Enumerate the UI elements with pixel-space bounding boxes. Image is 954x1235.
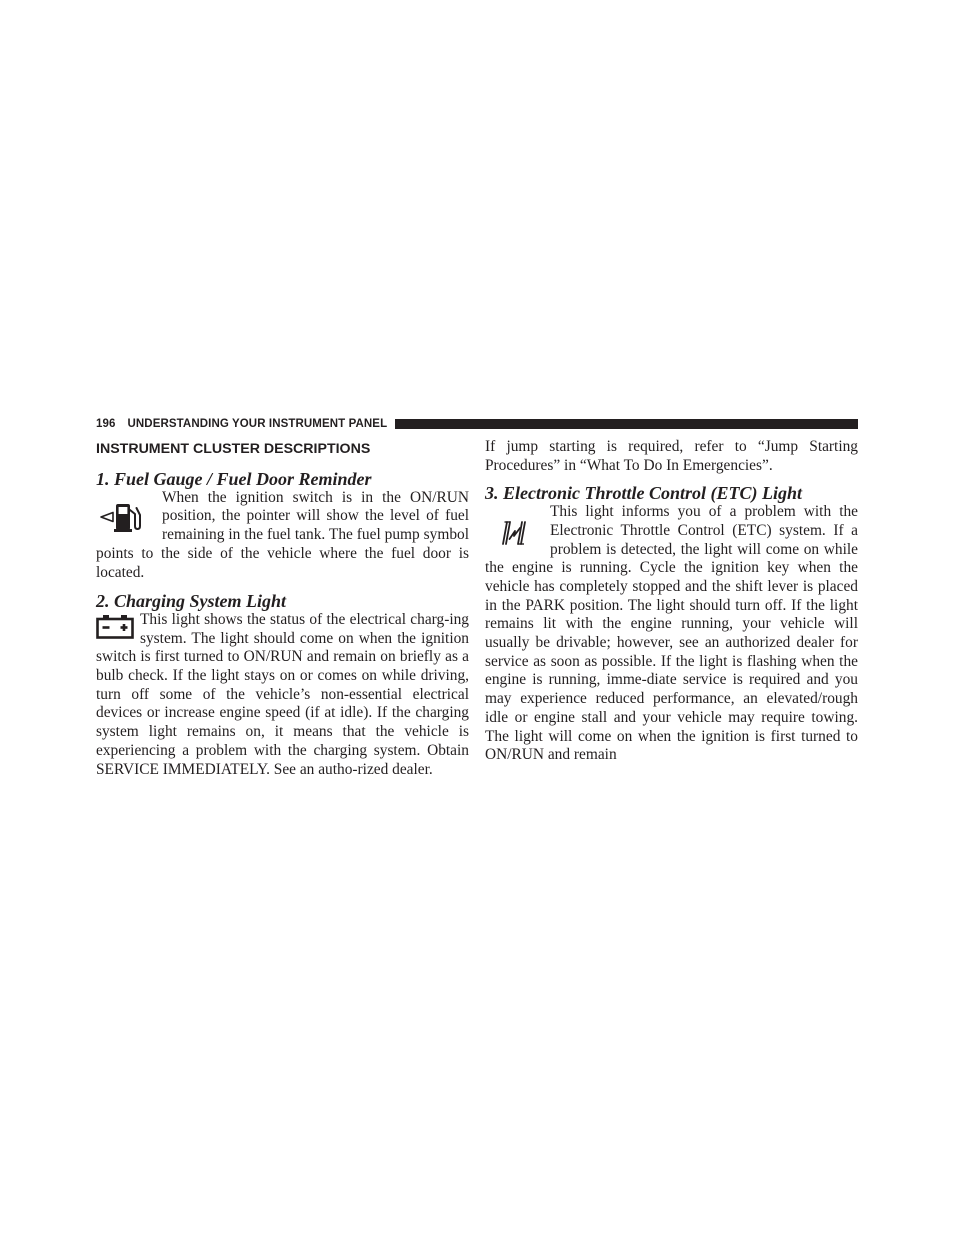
etc-heading: 3. Electronic Throttle Control (ETC) Light: [485, 483, 803, 504]
etc-text: This light informs you of a problem with the Electronic Throttle Control (ETC) system. If a problem is detected, the light will come on while the engine is running. Cycle the ignition key when the vehicle has completely stopped and the shift lever is placed in the PARK position. The light should turn off. If the light remains lit with the engine running, your vehicle will usually be drivable; however, see an authorized dealer for service as soon as possible. If the light is flashing when the engine is running, imme-diate service is required and you may experience reduced performance, an elevated/rough idle or engine stall and your vehicle may require towing. The light will come on when the ignition is first turned to ON/RUN and remain: [485, 503, 858, 764]
charging-system-text: This light shows the status of the electrical charg-ing system. The light should come on when the ignition switch is first turned to ON/RUN and remain on briefly as a bulb check. If the light stays on or comes on while driving, turn off some of the vehicle’s non-essential electrical devices or increase engine speed (if at idle). If the charging system light remains on, it means that the vehicle is experiencing a problem with the charging system. Obtain SERVICE IMMEDIATELY. See an autho-rized dealer.: [96, 610, 469, 778]
running-header: [96, 417, 858, 431]
fuel-gauge-item: [96, 470, 469, 582]
right-column: [485, 438, 858, 765]
charging-system-heading: 2. Charging System Light: [96, 591, 287, 612]
fuel-gauge-text: When the ignition switch is in the ON/RUN position, the pointer will show the level of fuel remaining in the fuel tank. The fuel pump symbol points to the side of the vehicle where the fuel door is located.: [96, 488, 469, 581]
header-rule-bar: [395, 419, 858, 429]
fuel-pump-icon: [96, 498, 154, 536]
fuel-gauge-heading: 1. Fuel Gauge / Fuel Door Reminder: [96, 469, 372, 489]
section-title: INSTRUMENT CLUSTER DESCRIPTIONS: [96, 441, 371, 457]
battery-icon: [96, 614, 134, 639]
page-number: 196: [96, 418, 116, 430]
jump-start-continuation-text: If jump starting is required, refer to “Jump Starting Procedures” in “What To Do In Emergencies”.: [485, 438, 858, 474]
etc-item: [485, 484, 858, 765]
left-column: [96, 438, 469, 779]
running-head-title: UNDERSTANDING YOUR INSTRUMENT PANEL: [127, 418, 388, 430]
charging-system-item: [96, 592, 469, 779]
electronic-throttle-control-icon: [485, 513, 543, 551]
